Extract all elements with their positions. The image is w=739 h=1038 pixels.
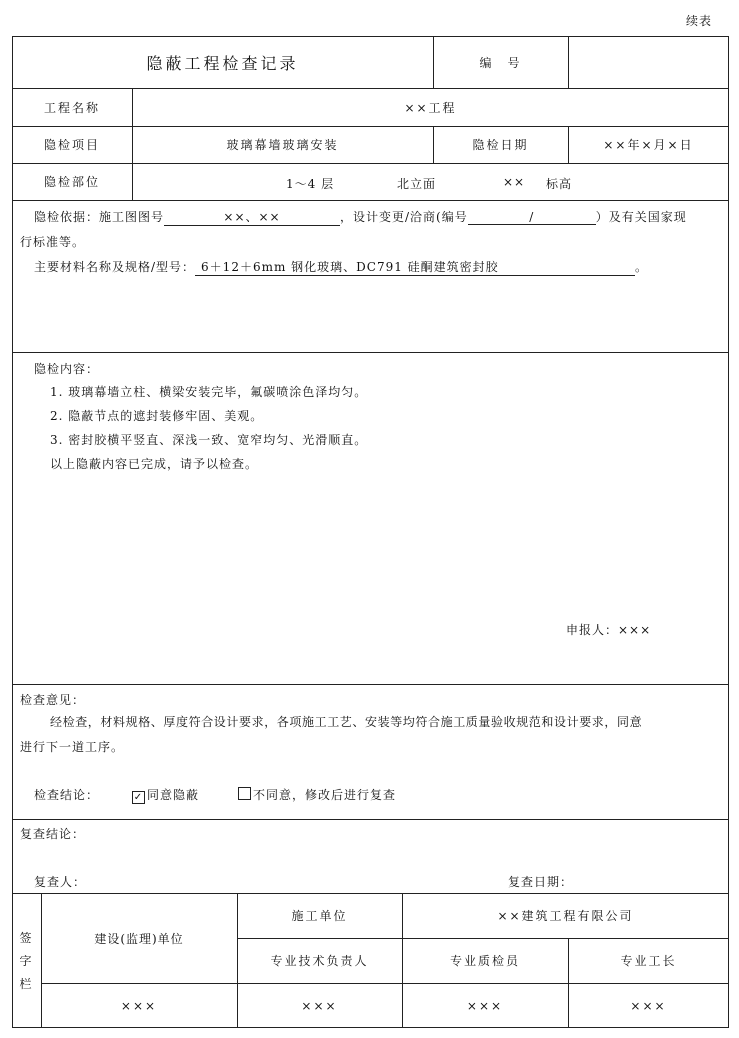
row-divider	[12, 819, 729, 820]
location-elevation-label: 标高	[546, 177, 573, 191]
project-name-value: ××工程	[404, 100, 457, 115]
basis-prefix: 隐检依据：施工图图号	[34, 210, 165, 224]
change-number: /	[468, 210, 596, 225]
option-agree-label: 同意隐蔽	[147, 788, 200, 802]
project-name-label: 工程名称	[43, 100, 100, 115]
continued-label: 续表	[686, 14, 713, 28]
item-value: 玻璃幕墙玻璃安装	[226, 138, 339, 152]
number-value	[568, 36, 729, 88]
basis-line-2: 行标准等。	[20, 235, 86, 249]
foreman-label: 专业工长	[620, 954, 677, 968]
material-value: 6＋12＋6mm 钢化玻璃、DC791 硅酮建筑密封胶	[195, 258, 635, 276]
owner-label: 建设(监理)单位	[94, 931, 184, 946]
owner-signature: ×××	[120, 998, 158, 1013]
signature-side-label-2: 字	[19, 953, 34, 968]
drawing-number: ××、××	[164, 208, 340, 226]
number-label: 编 号	[479, 55, 522, 70]
location-label: 隐检部位	[43, 175, 100, 189]
location-face: 北立面	[397, 177, 437, 191]
row-divider	[12, 684, 729, 685]
recheck-label: 复查结论：	[20, 827, 86, 841]
inspector-signature: ×××	[466, 998, 504, 1013]
material-label: 主要材料名称及规格/型号：	[34, 260, 196, 274]
basis-mid: ，设计变更/洽商(编号	[340, 210, 468, 224]
row-divider	[12, 352, 729, 353]
contractor-value: ××建筑工程有限公司	[497, 909, 634, 923]
inspector-label: 专业质检员	[449, 954, 520, 968]
basis-line	[34, 208, 687, 226]
content-closing: 以上隐蔽内容已完成，请予以检查。	[50, 457, 259, 471]
item-label: 隐检项目	[43, 138, 100, 152]
foreman-signature: ×××	[630, 998, 667, 1013]
recheck-date-label: 复查日期：	[508, 875, 574, 889]
signature-side-label-3: 栏	[19, 976, 34, 991]
contractor-label: 施工单位	[291, 909, 348, 923]
tech-lead-label: 专业技术负责人	[270, 954, 369, 968]
form-title: 隐蔽工程检查记录	[146, 53, 299, 73]
tech-lead-signature: ×××	[301, 998, 338, 1013]
signature-side-label-1: 签	[19, 930, 34, 945]
location-elevation-value: ××	[503, 175, 526, 189]
content-item-2: 2. 隐蔽节点的遮封装修牢固、美观。	[50, 409, 264, 423]
recheck-person-label: 复查人：	[34, 875, 87, 889]
option-agree[interactable]	[132, 786, 199, 804]
option-disagree[interactable]	[238, 786, 396, 803]
basis-suffix: ）及有关国家现	[595, 210, 687, 224]
opinion-label: 检查意见：	[20, 693, 86, 707]
opinion-line-2: 进行下一道工序。	[20, 740, 125, 754]
location-floor: 1～4 层	[286, 177, 335, 191]
conclusion-label: 检查结论：	[34, 788, 100, 802]
row-divider	[12, 200, 729, 201]
date-label: 隐检日期	[472, 138, 529, 152]
material-line	[34, 258, 648, 276]
opinion-line-1: 经检查，材料规格、厚度符合设计要求，各项施工工艺、安装等均符合施工质量验收规范和设计要求，同意	[50, 715, 643, 729]
content-item-3: 3. 密封胶横平竖直、深浅一致、宽窄均匀、光滑顺直。	[50, 433, 368, 447]
reporter: 申报人：×××	[566, 623, 652, 637]
date-value: ××年×月×日	[603, 138, 694, 152]
checkbox-empty-icon[interactable]	[238, 787, 251, 800]
material-end: 。	[635, 260, 649, 274]
content-label: 隐检内容：	[34, 362, 100, 376]
content-item-1: 1. 玻璃幕墙立柱、横梁安装完毕，氟碳喷涂色泽均匀。	[50, 385, 368, 399]
option-disagree-label: 不同意，修改后进行复查	[253, 788, 397, 802]
checkbox-checked-icon[interactable]: ✓	[133, 792, 144, 803]
